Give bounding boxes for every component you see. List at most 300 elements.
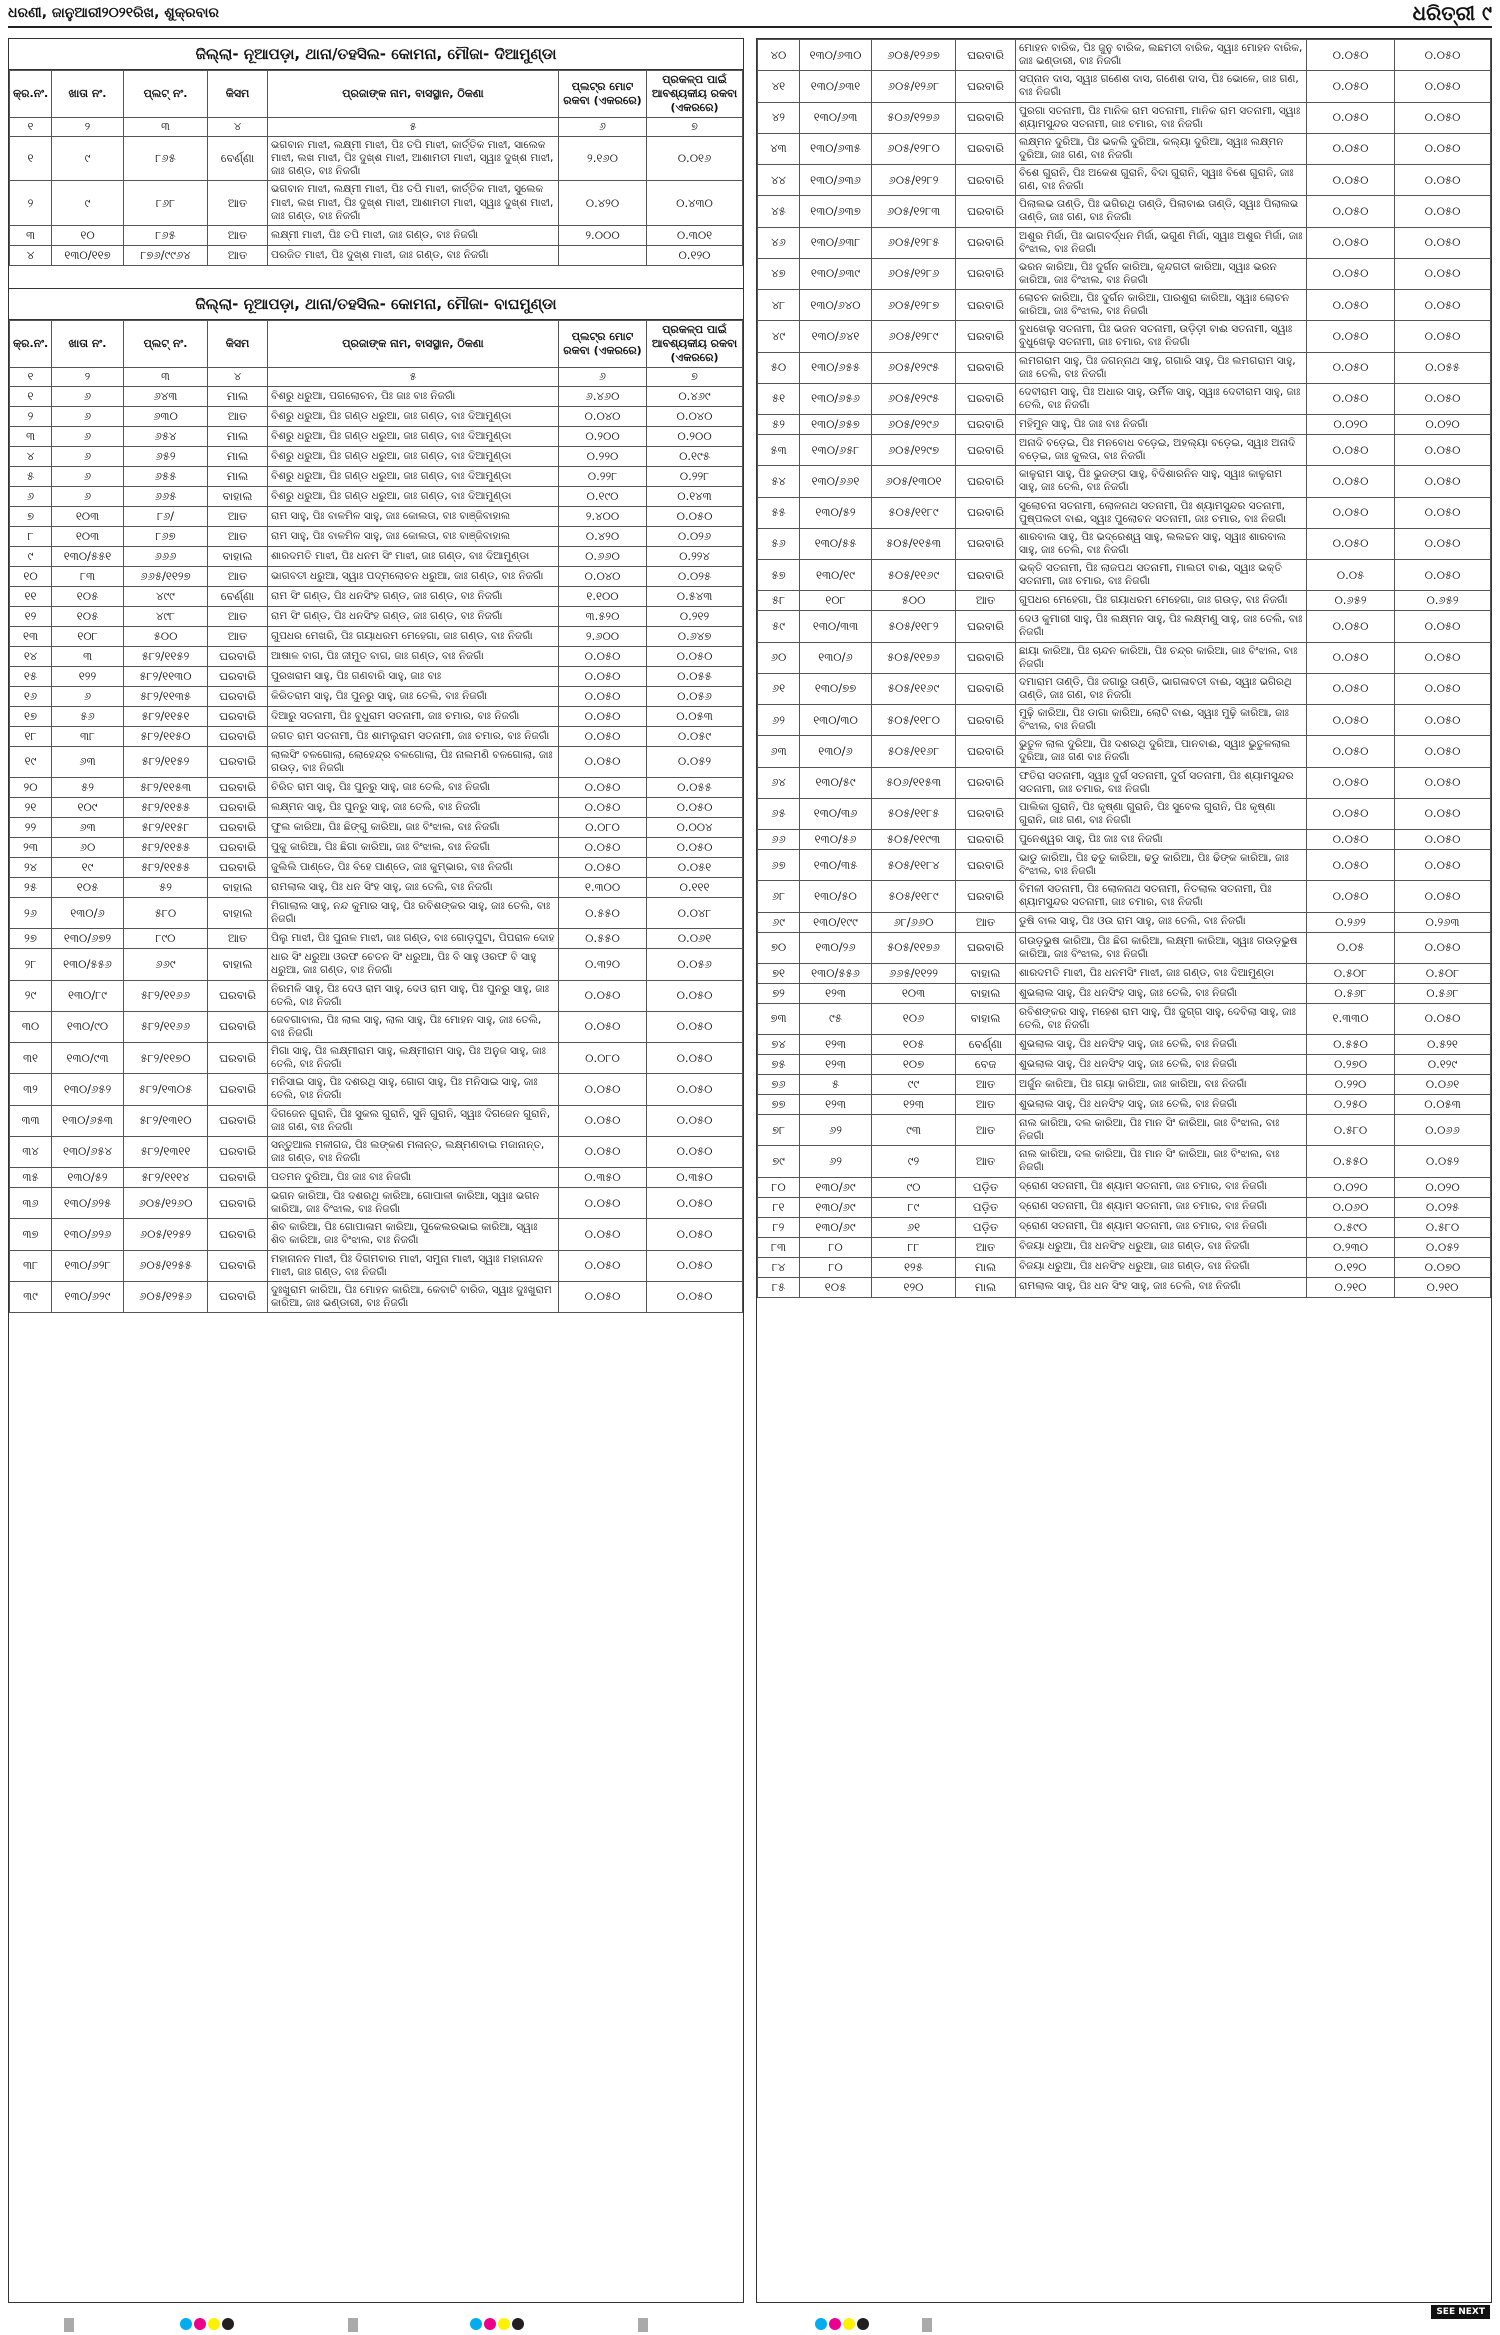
owner-cell: ରାମଲାଲ ସାହୁ, ପିଃ ଧନ ସିଂହ ସାହୁ, ଜାଃ ତେଲି, ବାଃ ନିଜଗାଁ: [1016, 1277, 1307, 1297]
table-cell: ୧୩୦/୬୩୫: [800, 133, 872, 164]
owner-cell: ପାଲିକା ଗୁରାନି, ପିଃ କୃଷ୍ଣା ଗୁରାନି, ପିଃ ସୁବେଲ ଗୁରାନି, ପିଃ କୃଷ୍ଣା ଗୁରାନି, ଜାଃ ଗଣ, ବାଃ ନିଜଗାଁ: [1016, 798, 1307, 829]
table-cell: ୬୦: [758, 642, 800, 673]
table-cell: ୦.୦୫୨: [1395, 1146, 1491, 1177]
table-cell: ୧୩୦/୬୯: [800, 1177, 872, 1197]
table-cell: ୨: [10, 406, 52, 426]
table-cell: ୦.୦୫୦: [1395, 383, 1491, 414]
table-cell: ୬୫୫: [124, 466, 208, 486]
table-cell: ୦.୦୫୦: [1307, 830, 1395, 850]
table-cell: ୦.୦୨୦: [1395, 415, 1491, 435]
table-cell: ୬୨: [758, 705, 800, 736]
table-row: [10, 1188, 743, 1219]
table-row: [758, 528, 1491, 559]
column-header: ପ୍ରକଳ୍ପ ପାଇଁ ଆବଶ୍ୟକୀୟ ରକବା (ଏକରରେ): [647, 320, 743, 367]
table-cell: ୦.୫୫୦: [1307, 1146, 1395, 1177]
table-cell: ୭୨: [758, 983, 800, 1003]
table-cell: ୧୩୦/୬: [800, 642, 872, 673]
table-cell: ୬୧: [758, 673, 800, 704]
table-cell: ୦.୦୫୯: [647, 726, 743, 746]
table-cell: ୧: [10, 386, 52, 406]
owner-cell: ଦମାରାମ ତାଣ୍ଡି, ପିଃ ଜଗାରୁ ତାଣ୍ଡି, ଭାଗଳାବତୀ ବାଈ, ସ୍ୱାଃ ଭଗିରଥି ତାଣ୍ଡି, ଜାଃ ଗଣ, ବାଃ ନିଜଗାଁ: [1016, 673, 1307, 704]
table-cell: ୧୩୦/୬: [52, 898, 124, 929]
registration-dot: [180, 2318, 192, 2330]
table-cell: ୬୦୫/୧୨୯୫: [872, 383, 956, 414]
table-row: [758, 258, 1491, 289]
owner-cell: ଲକ୍ଷ୍ମନ ଦୁରିଆ, ପିଃ ଭକଲି ଦୁରିଆ, କଲ୍ୟା ଦୁରିଆ, ସ୍ୱାଃ ଲକ୍ଷ୍ମନ ଦୁରିଆ, ଜାଃ ଗଣ, ବାଃ ନିଜଗାଁ: [1016, 133, 1307, 164]
table-cell: ଘରବାରି: [956, 705, 1016, 736]
registration-bar: [922, 2318, 932, 2332]
table-cell: ୦.୦୫୦: [647, 1043, 743, 1074]
registration-dot: [857, 2318, 869, 2330]
table-cell: ୦.୫୫୦: [559, 929, 647, 949]
table-cell: ୦.୦୫୦: [559, 798, 647, 818]
table-cell: ୪୯୯: [124, 586, 208, 606]
table-cell: ଘରବାରି: [956, 642, 1016, 673]
table-cell: ୭୬: [758, 1075, 800, 1095]
table-cell: ଘରବାରି: [208, 646, 268, 666]
table-cell: ୦.୦୫୦: [1395, 102, 1491, 133]
table-cell: ୬୦୫/୧୨୮୫: [872, 227, 956, 258]
table-cell: ଆତ: [208, 506, 268, 526]
table-cell: ୧୬: [10, 686, 52, 706]
table-cell: ୦.୦୫୦: [1395, 611, 1491, 642]
table-cell: ୬୩୦: [124, 406, 208, 426]
table-cell: ୧୪: [10, 646, 52, 666]
registration-marks: [0, 2318, 1500, 2334]
table-cell: ୧୩୦/୬୫୭: [800, 415, 872, 435]
table-cell: ୪: [10, 245, 52, 265]
table-cell: ୧୩୦/୩୬: [800, 798, 872, 829]
table-cell: ଘରବାରି: [956, 321, 1016, 352]
owner-cell: ବିଶରୁ ଧରୁଆ, ପଗଲୋଚନ, ପିଃ ଜାଃ ବାଃ ନିଜଗାଁ: [268, 386, 559, 406]
owner-cell: ଦିଗଜେନ ଗୁରାନି, ପିଃ ସୁକଲ ଗୁରାନି, ସୁନି ଗୁରାନି, ସ୍ୱାଃ ଦିଗଜେନ ଗୁରାନି, ଜାଃ ଗଣ, ବାଃ ନିଜଗାଁ: [268, 1105, 559, 1136]
table-cell: ୨୦: [10, 778, 52, 798]
table-cell: ୦.୫୦୮: [1307, 963, 1395, 983]
table-cell: ଘରବାରି: [956, 830, 1016, 850]
table-cell: ୦.୦୨୦: [1395, 1177, 1491, 1197]
table-cell: ୧୩୦/୬୫୪: [52, 1136, 124, 1167]
table-row: [10, 506, 743, 526]
table-cell: ୦.୦୫୦: [1395, 705, 1491, 736]
table-row: [10, 898, 743, 929]
table-cell: ୦.୦୫୦: [1395, 642, 1491, 673]
table-row: [758, 497, 1491, 528]
table-cell: ୧୦୫: [872, 1035, 956, 1055]
table-cell: ୬୦୫/୧୨୬୭: [872, 40, 956, 71]
table-cell: ବାହାଲ: [208, 486, 268, 506]
table-row: [758, 1055, 1491, 1075]
table-cell: ୦.୦୫: [1307, 932, 1395, 963]
table-row: [758, 321, 1491, 352]
table-cell: ୧୩୦/୫୫୧: [52, 546, 124, 566]
table-cell: ୦.୦୭୦: [1395, 1257, 1491, 1277]
table-cell: ୦.୦୫୦: [559, 746, 647, 777]
column-header: ଖାତା ନଂ.: [52, 71, 124, 118]
table-cell: ୦.୦୫୦: [1395, 881, 1491, 912]
table-cell: ୪: [10, 446, 52, 466]
table-cell: ଘରବାରି: [208, 858, 268, 878]
owner-cell: ରାମ ସିଂ ଗଣ୍ଡ, ପିଃ ଧନସିଂହ ଗଣ୍ଡ, ଜାଃ ଗଣ୍ଡ, ବାଃ ନିଜଗାଁ: [268, 606, 559, 626]
table-cell: ୫୪: [758, 466, 800, 497]
owner-cell: ପୁନେଶ୍ୱର ସାହୁ, ପିଃ ଜାଃ ବାଃ ନିଜଗାଁ: [1016, 830, 1307, 850]
column-number: ୭: [647, 367, 743, 386]
table-cell: ୦.୦୫୦: [1307, 71, 1395, 102]
land-table-1: [9, 70, 743, 266]
owner-cell: ଶୁଭଲାଲ ସାହୁ, ପିଃ ଧନସିଂହ ସାହୁ, ଜାଃ ତେଲି, ବାଃ ନିଜଗାଁ: [1016, 1095, 1307, 1115]
table-cell: ୬୦୫/୧୨୬୮: [872, 71, 956, 102]
table-cell: ୮୦: [800, 1257, 872, 1277]
registration-dot: [843, 2318, 855, 2330]
table-cell: ୫୧: [758, 383, 800, 414]
table-cell: ୦.୦୫୦: [1395, 932, 1491, 963]
table-cell: ୬୦୫/୧୨୫୨: [124, 1219, 208, 1250]
owner-cell: ଭକ୍ତି ସତନାମୀ, ପିଃ ଲାଜପଥ ସତନାମୀ, ମାଲତୀ ବାଈ, ସ୍ୱାଃ ଭକ୍ତି ସତନାମୀ, ଜାଃ ଚମାର, ବାଃ ନିଜଗାଁ: [1016, 560, 1307, 591]
table-cell: ୦.୪୨୦: [559, 526, 647, 546]
table-cell: ୦.୦୬୧: [647, 929, 743, 949]
column-number: ୩: [124, 367, 208, 386]
registration-dot: [498, 2318, 510, 2330]
table-row: [758, 983, 1491, 1003]
table-cell: ୧୦୩: [872, 983, 956, 1003]
table-cell: ୬୨: [800, 1115, 872, 1146]
owner-cell: ବିଶରୁ ଧରୁଆ, ପିଃ ଗଣ୍ଡ ଧରୁଆ, ଜାଃ ଗଣ୍ଡ, ବାଃ ଦିଆମୁଣ୍ଡା: [268, 486, 559, 506]
table-cell: ୧୩୦/୬୩୭: [800, 196, 872, 227]
registration-bar: [64, 2318, 74, 2332]
table-row: [10, 686, 743, 706]
owner-cell: ଭଗବାନ ମାଝୀ, ଲକ୍ଷ୍ମୀ ମାଝୀ, ପିଃ ତପି ମାଝୀ, କାର୍ତ୍ତିକ ମାଝୀ, ସୁଲେକ ମାଝୀ, ଲଖ ମାଝୀ, ପିଃ ଦୁଖ୍ଶ ମାଝୀ, ଆଶାମତୀ ମାଝୀ, ସ୍ୱାଃ ଦୁଖ୍ଶ ମାଝୀ, ଜାଃ ଗଣ୍ଡ, ବାଃ ନିଜଗାଁ: [268, 181, 559, 225]
table-cell: ୫୦୫/୧୧୭୬: [872, 932, 956, 963]
table-cell: ଆତ: [208, 181, 268, 225]
table-cell: ୦.୦୫୦: [559, 726, 647, 746]
table-row: [10, 1219, 743, 1250]
table-cell: ୦.୦୫୦: [1307, 767, 1395, 798]
table-cell: ୫୮୨/୧୧୫୫: [124, 858, 208, 878]
table-cell: ୬୦୫/୧୩୦୧: [872, 466, 956, 497]
table-cell: ୧୩୦/୩୩: [800, 611, 872, 642]
table-cell: ୦.୦୫୦: [647, 1074, 743, 1105]
table-cell: ୦.୦୫୦: [1395, 466, 1491, 497]
table-cell: ୮୬୫: [124, 137, 208, 181]
table-cell: ୦.୫୨୧: [1395, 1035, 1491, 1055]
table-cell: ୧୦୫: [52, 586, 124, 606]
table-cell: ୫୨: [52, 778, 124, 798]
owner-cell: ବିଶରୁ ଧରୁଆ, ପିଃ ଗଣ୍ଡ ଧରୁଆ, ଜାଃ ଗଣ୍ଡ, ବାଃ ଦିଆମୁଣ୍ଡା: [268, 446, 559, 466]
table-cell: ୦.୦୫୦: [1307, 528, 1395, 559]
owner-cell: ଅଶୁର ମିର୍ଜା, ପିଃ ଭାଗବର୍ଦ୍ଧନ ମିର୍ଜା, ଭଗୁଣ ମିର୍ଜା, ସ୍ୱାଃ ଅଶୁର ମିର୍ଜା, ଜାଃ ବିଂଝାଲ, ବାଃ ନିଜଗାଁ: [1016, 227, 1307, 258]
table-cell: ୮୮: [872, 1237, 956, 1257]
table-cell: ୦.୦୫୦: [559, 686, 647, 706]
table-cell: ଘରବାରି: [208, 1188, 268, 1219]
table-cell: ୦.୪୨୦: [559, 181, 647, 225]
table-cell: ୪୬: [758, 227, 800, 258]
table-cell: ମାଲ: [956, 1257, 1016, 1277]
table-cell: ୧୩୦/୯୩: [52, 1043, 124, 1074]
table-cell: ଘରବାରି: [956, 383, 1016, 414]
owner-cell: ଶିବ କାରିଆ, ପିଃ ଗୋପାଳାମ କାରିଆ, ପୁକେଲରଭାଇ କାରିଆ, ସ୍ୱାଃ ଶିବ କାରିଆ, ଜାଃ ବିଂଝାଲ, ବାଃ ନିଜଗାଁ: [268, 1219, 559, 1250]
owner-cell: ଶାରଦମତି ମାଝୀ, ପିଃ ଧନମସିଂ ମାଝୀ, ଜାଃ ଗଣ୍ଡ, ବାଃ ଦିଆମୁଣ୍ଡା: [1016, 963, 1307, 983]
table-cell: ୯: [52, 137, 124, 181]
table-cell: ୦.୦୫୦: [559, 1074, 647, 1105]
table-cell: ୦.୦୫୦: [1395, 133, 1491, 164]
table-cell: ବେର୍ଣ୍ଣା: [956, 1035, 1016, 1055]
table-cell: ୬୮: [758, 881, 800, 912]
table-cell: ୦.୦୫୦: [1307, 352, 1395, 383]
table-cell: ୦.୫୮୦: [1395, 1217, 1491, 1237]
table-cell: ୧୨୦: [872, 1277, 956, 1297]
table-cell: ୬୦୫/୧୨୮୯: [872, 321, 956, 352]
table-cell: ୮୭୬/୯୯୬୪: [124, 245, 208, 265]
table-cell: ୧୨୩: [800, 1035, 872, 1055]
table-cell: ୦.୦୫୫: [647, 666, 743, 686]
table-cell: ୦.୨୭୦: [1307, 1055, 1395, 1075]
table-cell: ୦.୦୫୦: [1395, 435, 1491, 466]
table-row: [758, 227, 1491, 258]
table-cell: ୦.୦୫୦: [559, 1105, 647, 1136]
table-cell: ୫୦୫/୧୧୮୯: [872, 497, 956, 528]
owner-cell: କାଳୁରାମ ସାହୁ, ପିଃ ଭୁଜଙ୍ଗ ସାହୁ, ବିଦିଶାରନିନ ସାହୁ, ସ୍ୱାଃ କାଳୁରାମ ସାହୁ, ଜାଃ ତେଲି, ବାଃ ନିଜଗାଁ: [1016, 466, 1307, 497]
table-cell: ୮୬୫: [124, 225, 208, 245]
table-cell: ୦.୦୬୬: [1395, 1115, 1491, 1146]
table-cell: [559, 245, 647, 265]
table-row: [758, 383, 1491, 414]
owner-cell: ମହିମୁନ ସାହୁ, ପିଃ ଜାଃ ବାଃ ନିଜଗାଁ: [1016, 415, 1307, 435]
table-cell: ୫୦୫/୧୧୬୮: [872, 736, 956, 767]
table-cell: ୯୫: [800, 1003, 872, 1034]
table-cell: ୯: [52, 181, 124, 225]
table-cell: ୭୭: [758, 1095, 800, 1115]
table-cell: ୫୦୫/୧୧୬୯: [872, 560, 956, 591]
table-cell: ମାଲ: [956, 1277, 1016, 1297]
table-cell: ୦.୨୦୦: [647, 426, 743, 446]
table-cell: ୬.୪୬୦: [559, 386, 647, 406]
table-row: [10, 949, 743, 980]
owner-cell: ପିଲାଲଭ ତାଣ୍ଡି, ପିଃ ଭଗିରଥି ତାଣ୍ଡି, ପିଲାବାଈ ତାଣ୍ଡି, ସ୍ୱାଃ ପିଲାଲଭ ତାଣ୍ଡି, ଜାଃ ଗଣ, ବାଃ ନିଜଗାଁ: [1016, 196, 1307, 227]
table-cell: ଘରବାରି: [208, 746, 268, 777]
table-cell: ୦.୦୫୦: [647, 506, 743, 526]
table-cell: ୧୨୩: [800, 1095, 872, 1115]
table-cell: ଘରବାରି: [208, 838, 268, 858]
table-cell: ୦.୦୫୦: [1307, 798, 1395, 829]
owner-cell: ଚିରିତ ରାମ ସାହୁ, ପିଃ ପୁନରୁ ସାହୁ, ଜାଃ ତେଲି, ବାଃ ନିଜଗାଁ: [268, 778, 559, 798]
table-cell: ୧୨: [10, 606, 52, 626]
table-row: [758, 40, 1491, 71]
owner-cell: ଦିଆରୁ ସତନାମୀ, ପିଃ ବୁଧୁରାମ ସତନାମୀ, ଜାଃ ଚମାର, ବାଃ ନିଜଗାଁ: [268, 706, 559, 726]
table-cell: ୦.୦୫୦: [559, 1188, 647, 1219]
table-cell: ୫୨: [758, 415, 800, 435]
table-cell: ୦.୦୫୦: [1395, 767, 1491, 798]
table-cell: ୮୬/: [124, 506, 208, 526]
owner-cell: ବିଶରୁ ଧରୁଆ, ପିଃ ଗଣ୍ଡ ଧରୁଆ, ଜାଃ ଗଣ୍ଡ, ବାଃ ଦିଆମୁଣ୍ଡା: [268, 406, 559, 426]
table-row: [10, 980, 743, 1011]
table-cell: ୦.୦୫୦: [1307, 290, 1395, 321]
table-cell: ୧୧: [10, 586, 52, 606]
table-cell: ୧୨୩: [872, 1095, 956, 1115]
table-cell: ୧୯: [10, 746, 52, 777]
table-row: [758, 736, 1491, 767]
table-cell: ଘରବାରି: [208, 1105, 268, 1136]
table-cell: ବାହାଲ: [956, 1003, 1016, 1034]
table-cell: ୦.୫୬୮: [1307, 983, 1395, 1003]
table-cell: ୧୩୦/୩୦: [800, 705, 872, 736]
table-cell: ୦.୦୫୦: [1395, 497, 1491, 528]
table-row: [10, 666, 743, 686]
table-cell: ୫୯: [758, 611, 800, 642]
table-cell: ବାହାଲ: [208, 949, 268, 980]
table-cell: ୦.୧୯୫: [647, 446, 743, 466]
column-header: ପ୍ରଜାଙ୍କ ନାମ, ବାସସ୍ଥାନ, ଠିକଣା: [268, 71, 559, 118]
table-cell: ୦.୦୫୦: [1307, 435, 1395, 466]
table-cell: ୫୮୨/୧୧୬୬: [124, 1011, 208, 1042]
table-cell: ୧୦: [10, 566, 52, 586]
column-number: ୫: [268, 367, 559, 386]
table-cell: ୨୫: [10, 878, 52, 898]
table-cell: ୧୩୦/୬୨୯: [52, 1281, 124, 1312]
table-cell: ୧୩୦/୧୧୭: [52, 245, 124, 265]
table-row: [758, 1257, 1491, 1277]
table-cell: ୫୩: [758, 435, 800, 466]
table-cell: ୧୦୫: [800, 1277, 872, 1297]
column-header: ଖାତା ନଂ.: [52, 320, 124, 367]
table-cell: ୬: [52, 686, 124, 706]
table-cell: ୬: [52, 446, 124, 466]
table-cell: ୧୦୬: [872, 1003, 956, 1034]
column-header: ପ୍ଲଟ୍ର ମୋଟ ରକବା (ଏକରରେ): [559, 71, 647, 118]
table-cell: ଘରବାରି: [956, 560, 1016, 591]
owner-cell: ମୁଢ଼ି କାରିଆ, ପିଃ ଡାଗା କାରିଆ, ଲୋଟି ବାଈ, ସ୍ୱାଃ ମୁଢ଼ି କାରିଆ, ଜାଃ ବିଂଝାଲ, ବାଃ ନିଜଗାଁ: [1016, 705, 1307, 736]
table-cell: ୦.୦୪୦: [559, 566, 647, 586]
table-cell: ୮୩: [758, 1237, 800, 1257]
table-cell: ୦.୧୨୦: [647, 245, 743, 265]
table-cell: ୦.୫୮୦: [1307, 1115, 1395, 1146]
table-cell: ଘରବାରି: [208, 1281, 268, 1312]
table-cell: ୫୦୦: [872, 591, 956, 611]
table-cell: ୫୮୨/୧୩୧୧: [124, 1136, 208, 1167]
table-row: [10, 1011, 743, 1042]
table-cell: ୦.୫୫୦: [559, 898, 647, 929]
table-cell: ୧୩୦/୧୯୯: [800, 912, 872, 932]
table-row: [758, 673, 1491, 704]
table-cell: ୫୬: [52, 706, 124, 726]
table-cell: ୦.୦୫୦: [1307, 40, 1395, 71]
table-cell: ୬୯: [758, 912, 800, 932]
table-cell: ୦.୦୫୦: [647, 1188, 743, 1219]
table-row: [758, 1237, 1491, 1257]
table-cell: ୦.୬୫୨: [1307, 591, 1395, 611]
table-cell: ୧୦୮: [52, 626, 124, 646]
table-cell: ପଡ଼ିତ: [956, 1217, 1016, 1237]
owner-cell: ବିଶେ ଗୁରାନି, ପିଃ ଅକେଶ ଗୁରାନି, ବିଦା ଗୁରାନି, ସ୍ୱାଃ ବିଶେ ଗୁରାନି, ଜାଃ ଗଣ, ବାଃ ନିଜଗାଁ: [1016, 165, 1307, 196]
table-cell: ୦.୧୯୦: [559, 486, 647, 506]
table-cell: ୮୯: [872, 1197, 956, 1217]
owner-cell: ନିରମଳି ସାହୁ, ପିଃ ଦେଓ ରାମ ସାହୁ, ଦେଓ ରାମ ସାହୁ, ପିଃ ପୁନରୁ ସାହୁ, ଜାଃ ତେଲି, ବାଃ ନିଜଗାଁ: [268, 980, 559, 1011]
owner-cell: ନାଲ କାରିଆ, ଦଲ କାରିଆ, ପିଃ ମାନ ସିଂ କାରିଆ, ଜାଃ ବିଂଝାଲ, ବାଃ ନିଜଗାଁ: [1016, 1115, 1307, 1146]
table-cell: ପଡ଼ିତ: [956, 1197, 1016, 1217]
table-cell: ୬୪: [758, 767, 800, 798]
table-cell: ୧୨୩: [800, 983, 872, 1003]
header-dateline: ଧରଣୀ, ଜାନୁଆରୀ୨୦୨୧ରିଖ, ଶୁକ୍ରବାର: [8, 5, 220, 21]
table-cell: ୦.୨୩୦: [1307, 1237, 1395, 1257]
table-cell: ଘରବାରି: [956, 196, 1016, 227]
table-row: [10, 858, 743, 878]
table-cell: ୬୬୬: [124, 546, 208, 566]
table-cell: ୫୮୨/୧୧୧୪: [124, 1168, 208, 1188]
table-cell: ୧୩୦/୧୯: [800, 560, 872, 591]
table-row: [758, 1115, 1491, 1146]
table-cell: ୦.୦୫୦: [647, 1136, 743, 1167]
table-row: [758, 932, 1491, 963]
table-cell: ୨.୪୦୦: [559, 506, 647, 526]
table-row: [10, 225, 743, 245]
table-cell: ୦.୦୧୬: [647, 137, 743, 181]
table-cell: ୧୫: [10, 666, 52, 686]
table-cell: ୬୬୫/୧୧୨୭: [124, 566, 208, 586]
table-cell: ୦.୦୫୦: [1307, 196, 1395, 227]
table-cell: ୦.୧୨୦: [1307, 1257, 1395, 1277]
section-title: ଜିଲ୍ଲା- ନୂଆପଡ଼ା, ଥାନା/ତହସିଲ- କୋମନା, ମୌଜା- ଦିଆମୁଣ୍ଡା: [9, 39, 743, 70]
table-cell: ୧୩୦/୫୫୬: [52, 949, 124, 980]
table-cell: ୬୦୫/୧୨୯୫: [872, 352, 956, 383]
table-cell: ୦.୦୫୦: [647, 1219, 743, 1250]
owner-cell: ଭଗନ କାରିଆ, ପିଃ ଦଶରଥି କାରିଆ, ଗୋପାଳୀ କାରିଆ, ସ୍ୱାଃ ଭଗନ କାରିଆ, ଜାଃ ବିଂଝାଲ, ବାଃ ନିଜଗାଁ: [268, 1188, 559, 1219]
table-cell: ୬୩: [52, 818, 124, 838]
table-cell: ୦.୨୧୦: [1307, 1277, 1395, 1297]
column-header: ପ୍ଲଟ୍ ନଂ.: [124, 320, 208, 367]
owner-cell: କିରିତରାମ ସାହୁ, ପିଃ ପୁନରୁ ସାହୁ, ଜାଃ ତେଲି, ବାଃ ନିଜଗାଁ: [268, 686, 559, 706]
table-cell: ୫୮୨/୧୧୫୫: [124, 838, 208, 858]
table-row: [10, 586, 743, 606]
table-row: [758, 71, 1491, 102]
table-cell: ୬: [52, 386, 124, 406]
table-cell: ୬୪୩: [124, 386, 208, 406]
table-cell: ଆତ: [956, 1095, 1016, 1115]
table-cell: ଘରବାରି: [956, 611, 1016, 642]
table-cell: ୬: [52, 466, 124, 486]
table-cell: ୦.୧୨୯: [1395, 1055, 1491, 1075]
table-cell: ୦.୦୫୦: [1395, 1003, 1491, 1034]
table-row: [758, 830, 1491, 850]
table-cell: ୫୦୫/୧୧୮୫: [872, 798, 956, 829]
column-header: କିସମ: [208, 71, 268, 118]
table-row: [758, 767, 1491, 798]
table-cell: ୦.୨୨୮: [559, 466, 647, 486]
table-cell: ୦.୨୬୩: [1395, 912, 1491, 932]
table-cell: ୩୭: [10, 1219, 52, 1250]
owner-cell: ବିଶରୁ ଧରୁଆ, ପିଃ ଗଣ୍ଡ ଧରୁଆ, ଜାଃ ଗଣ୍ଡ, ବାଃ ଦିଆମୁଣ୍ଡା: [268, 466, 559, 486]
table-cell: ୫୦୫/୧୧୫୩: [872, 528, 956, 559]
table-cell: ୦.୦୫୦: [1307, 497, 1395, 528]
owner-cell: ଗୁପଧର ମେହେଗା, ପିଃ ଗୟାଧରମ ମେହେଗା, ଜାଃ ଗଉଡ଼, ବାଃ ନିଜଗାଁ: [1016, 591, 1307, 611]
table-cell: ଘରବାରି: [208, 1250, 268, 1281]
table-cell: ୦.୦୫୦: [1395, 321, 1491, 352]
table-cell: ବାହାଲ: [956, 983, 1016, 1003]
table-cell: ଆତ: [208, 526, 268, 546]
table-cell: ୧୩୦/୬: [800, 736, 872, 767]
table-cell: ୦.୬୪୭: [647, 626, 743, 646]
table-cell: ୦.୦୮୦: [559, 818, 647, 838]
table-cell: ମାଲ: [208, 386, 268, 406]
table-cell: ୧୨୩: [800, 1055, 872, 1075]
table-cell: ୮୬୭: [124, 526, 208, 546]
table-cell: ୧୩୦/୫୦: [800, 881, 872, 912]
table-cell: ୫୦୫/୧୧୯୩: [872, 830, 956, 850]
table-row: [758, 1177, 1491, 1197]
table-cell: ୬୦୫/୧୨୯୭: [872, 435, 956, 466]
table-cell: ୧: [10, 137, 52, 181]
table-cell: ୦.୦୫୦: [559, 838, 647, 858]
owner-cell: ବିଜୟା ଧରୁଆ, ପିଃ ଧନସିଂହ ଧରୁଆ, ଜାଃ ଗଣ୍ଡ, ବାଃ ନିଜଗାଁ: [1016, 1257, 1307, 1277]
table-cell: ୭୧: [758, 963, 800, 983]
table-cell: ଘରବାରି: [208, 798, 268, 818]
